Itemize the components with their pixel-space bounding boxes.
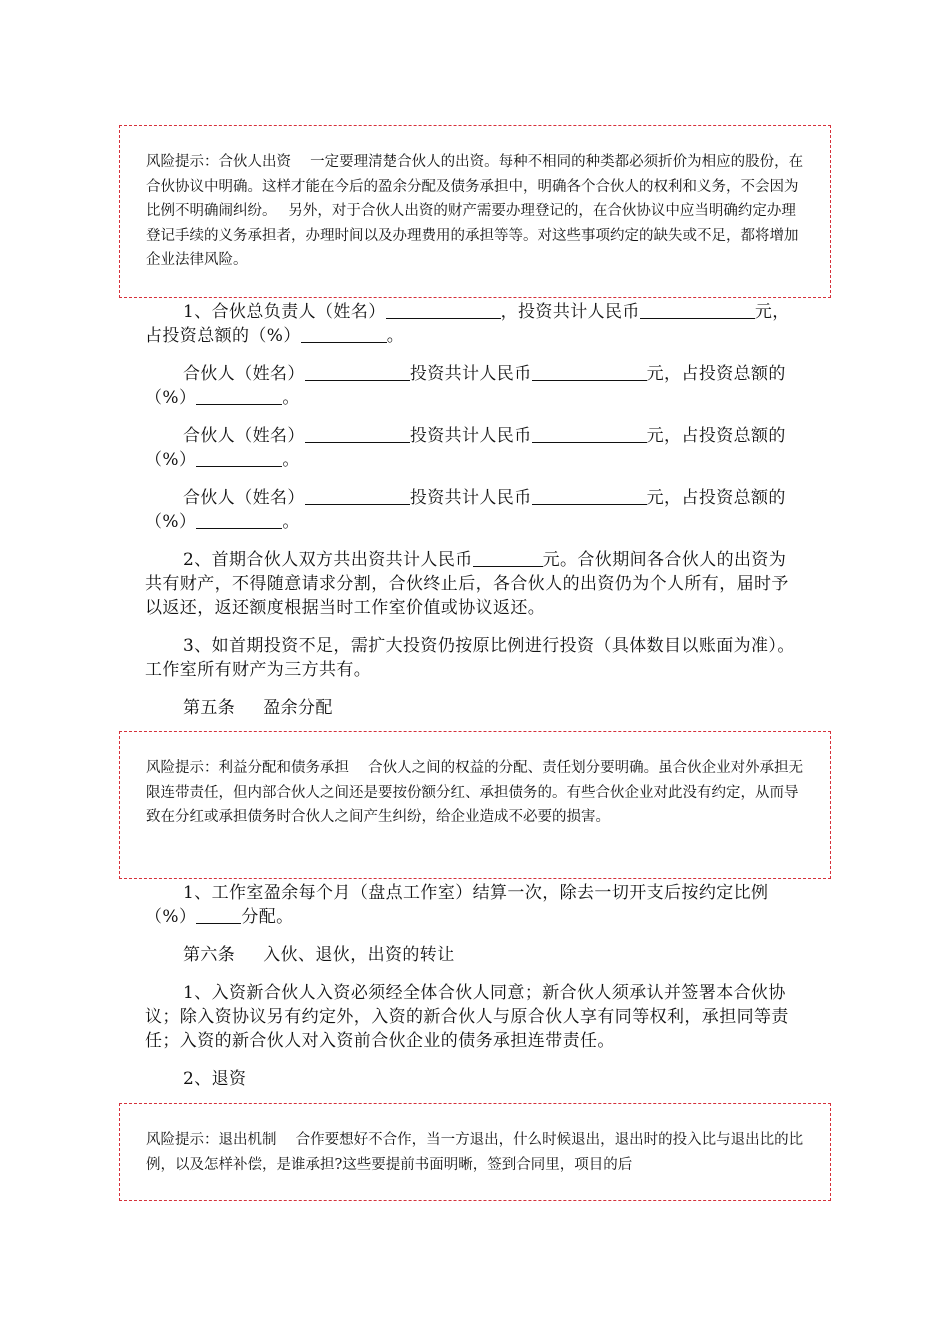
blank-name[interactable] <box>305 363 410 381</box>
paragraph-new-partner: 1、入资新合伙人入资必须经全体合伙人同意；新合伙人须承认并签署本合伙协议；除入资协议另有约定外，入资的新合伙人与原合伙人享有同等权利，承担同等责任；入资的新合伙人对入资前合伙企业的债务承担连带责任。 <box>145 983 789 1051</box>
article-5-heading: 第五条 盈余分配 <box>183 698 333 718</box>
blank-percent[interactable] <box>301 325 387 343</box>
risk-text: 风险提示：合伙人出资 一定要理清楚合伙人的出资。每种不相同的种类都必须折价为相应的股份，在合伙协议中明确。这样才能在今后的盈余分配及债务承担中，明确各个合伙人的权利和义务，不会因为比例不明确闹纠纷。 另外，对于合伙人出资的财产需要办理登记的，在合伙协议中应当明确约定办理登记手续的义务承担者，办理时间以及办理费用的承担等等。对这些事项约定的缺失或不足，都将增加企业法律风险。 <box>146 154 804 268</box>
paragraph-profit-distribution: 1、工作室盈余每个月（盘点工作室）结算一次，除去一切开支后按约定比例（%） 分配。 <box>145 883 769 927</box>
blank-amount[interactable] <box>532 425 647 443</box>
paragraph-partner: 合伙人（姓名） 投资共计人民币 元，占投资总额的（%） 。 <box>145 426 786 470</box>
paragraph-initial-capital: 2、首期合伙人双方共出资共计人民币 元。合伙期间各合伙人的出资为共有财产，不得随意请求分割，合伙终止后，各合伙人的出资仍为个人所有，届时予以返还，返还额度根据当时工作室价值或协议返还。 <box>145 550 789 618</box>
risk-text: 风险提示：利益分配和债务承担 合伙人之间的权益的分配、责任划分要明确。虽合伙企业对外承担无限连带责任，但内部合伙人之间还是要按份额分红、承担债务的。有些合伙企业对此没有约定，从而导致在分红或承担债务时合伙人之间产生纠纷，给企业造成不必要的损害。 <box>146 760 804 825</box>
blank-name[interactable] <box>386 301 501 319</box>
blank-percent[interactable] <box>196 511 282 529</box>
blank-percent[interactable] <box>196 449 282 467</box>
paragraph-additional-investment: 3、如首期投资不足，需扩大投资仍按原比例进行投资（具体数目以账面为准）。工作室所有财产为三方共有。 <box>145 636 795 680</box>
blank-percent[interactable] <box>196 387 282 405</box>
risk-box-exit <box>119 1103 831 1201</box>
blank-amount[interactable] <box>640 301 755 319</box>
blank-amount[interactable] <box>532 487 647 505</box>
paragraph-lead-partner: 1、合伙总负责人（姓名） ，投资共计人民币 元，占投资总额的（%） 。 <box>145 302 790 346</box>
paragraph-partner: 合伙人（姓名） 投资共计人民币 元，占投资总额的（%） 。 <box>145 364 786 408</box>
blank-name[interactable] <box>305 487 410 505</box>
risk-box-capital <box>119 125 831 298</box>
blank-percent[interactable] <box>196 906 241 924</box>
blank-name[interactable] <box>305 425 410 443</box>
paragraph-partner: 合伙人（姓名） 投资共计人民币 元，占投资总额的（%） 。 <box>145 488 786 532</box>
blank-amount[interactable] <box>473 549 543 567</box>
blank-amount[interactable] <box>532 363 647 381</box>
article-6-heading: 第六条 入伙、退伙，出资的转让 <box>183 945 455 965</box>
paragraph-withdrawal: 2、退资 <box>183 1069 247 1089</box>
risk-box-profit <box>119 731 831 879</box>
risk-text: 风险提示：退出机制 合作要想好不合作，当一方退出，什么时候退出，退出时的投入比与退出比的比例，以及怎样补偿，是谁承担?这些要提前书面明晰，签到合同里，项目的后 <box>146 1132 804 1173</box>
